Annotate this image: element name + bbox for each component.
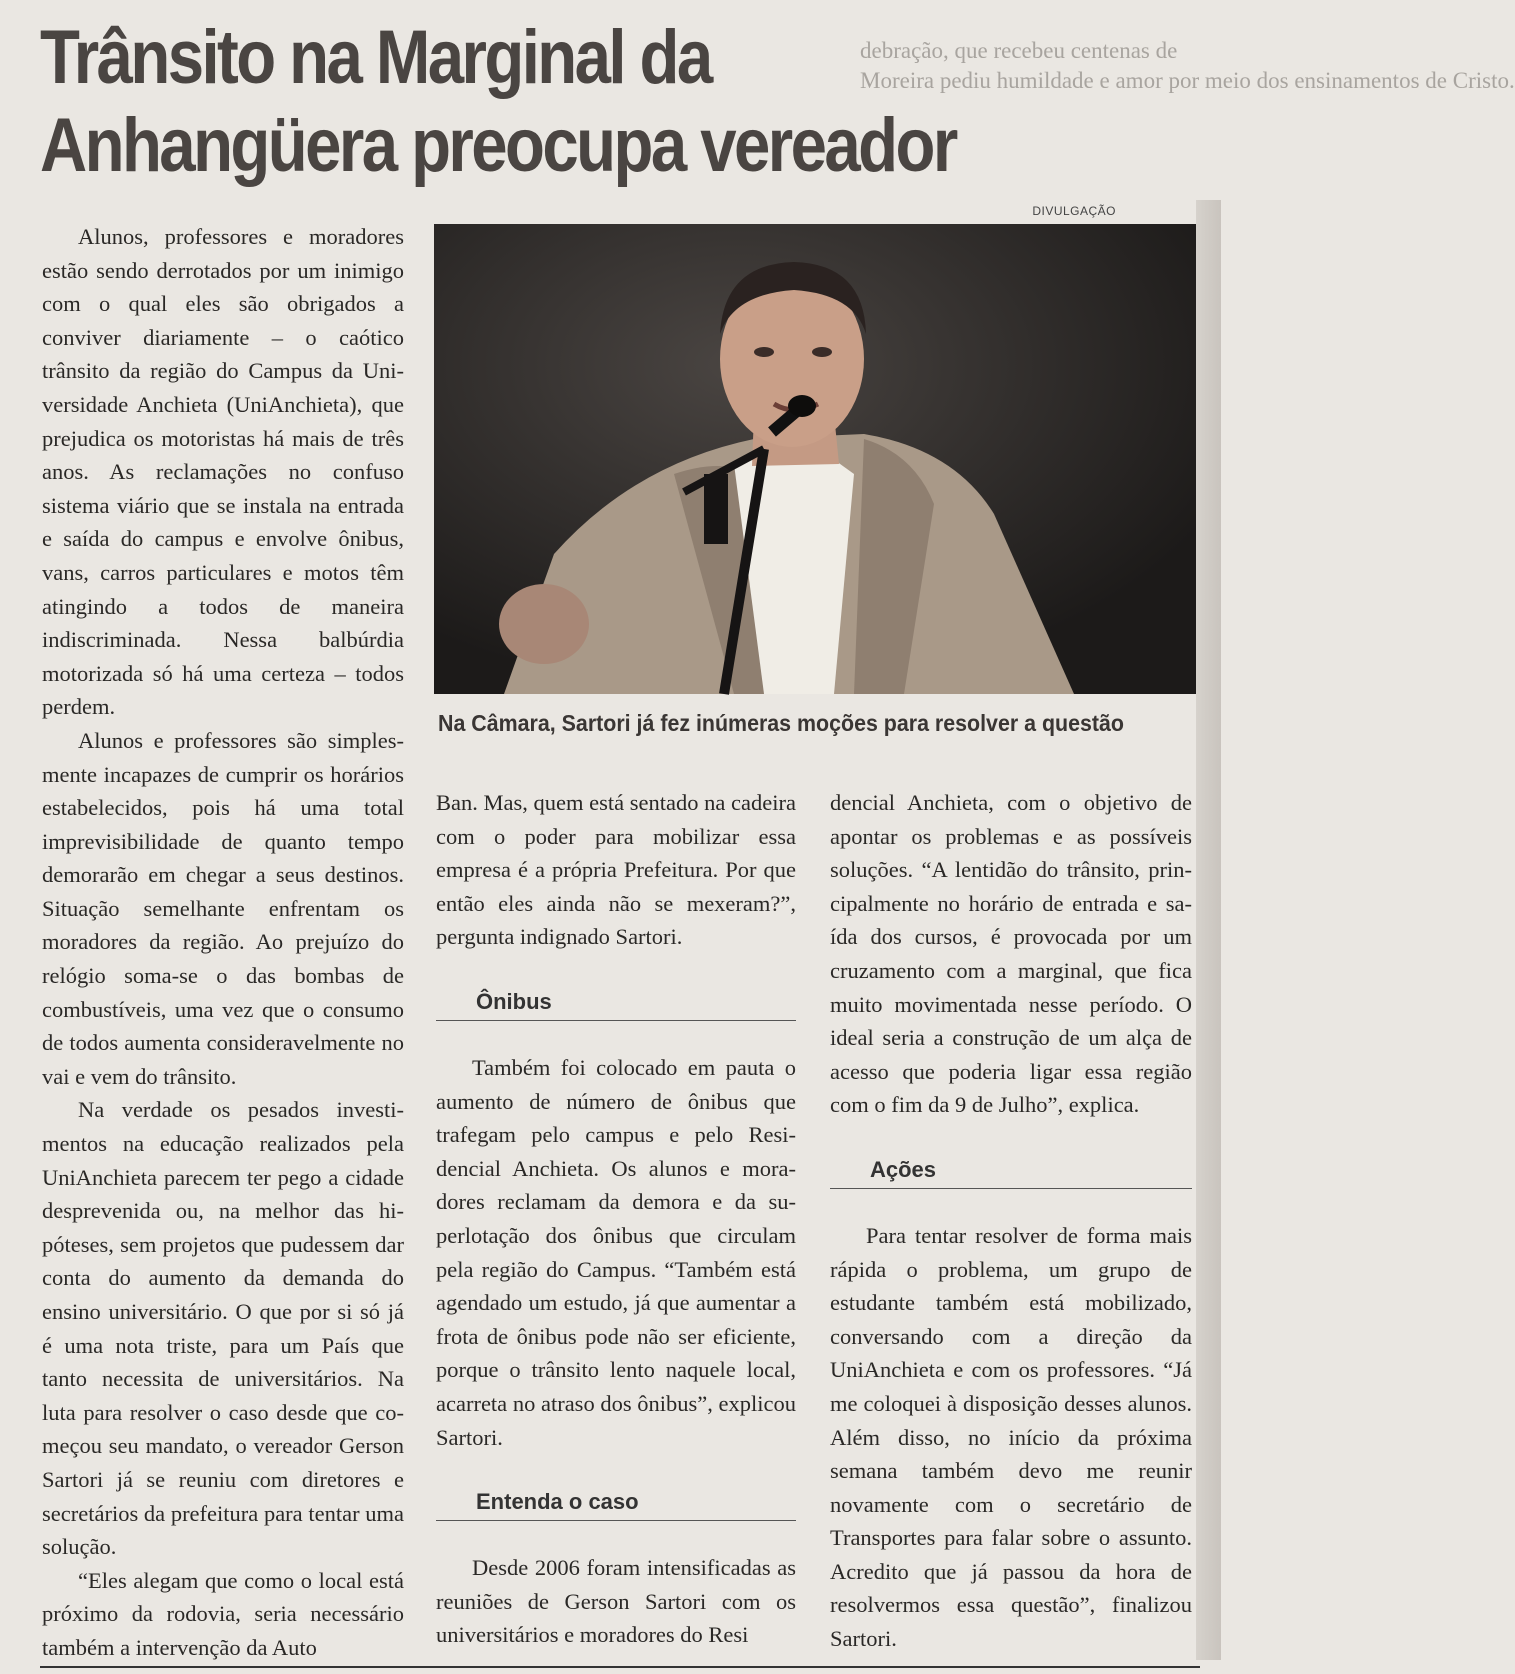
article-column-2 [436, 786, 796, 1652]
paragraph: dencial Anchieta, com o objetivo de apontar os problemas e as possíveis soluções. “A lentidão do trânsito, principalmente no horário de entrada e saída dos cursos, é provocada por um cruzamento com a marginal, que fica muito movimentada nesse período. O ideal seria a construção de um alça de acesso que poderia ligar essa região com o fim da 9 de Julho”, explica. [830, 790, 1192, 1118]
paragraph: Para tentar resolver de forma mais rápida o problema, um grupo de estudante também está mobilizado, conversando com a direção da UniAnchieta e com os professores. “Já me coloquei à disposição desses alunos. Além disso, no início da próxima semana também devo me reunir novamente com o secretário de Transportes para falar sobre o assunto. Acredito que já passou da hora de resolvermos essa questão”, finalizou Sartori. [830, 1222, 1192, 1652]
subhead-entenda-o-caso: Entenda o caso [436, 1488, 796, 1521]
headline-line-1: Trânsito na Marginal da [40, 15, 711, 100]
paragraph: Alunos, professores e moradores estão sendo derrotados por um inimigo com o qual eles são obrigados a conviver diariamente – o caótico trânsito da região do Campus da Universidade Anchieta (UniAnchieta), que prejudica os motoristas há mais de três anos. As reclamações no confuso sistema viário que se instala na entrada e saída do campus e envolve ônibus, vans, carros particulares e motos têm atingindo a todos de maneira indiscriminada. Nessa balbúrdia motorizada só há uma certeza – todos perdem. [42, 224, 404, 720]
photo-illustration [434, 224, 1196, 694]
photo-caption: Na Câmara, Sartori já fez inúmeras moções para resolver a questão [438, 710, 1124, 736]
paragraph: “Eles alegam que como o local está próximo da rodovia, seria necessário também a intervenção da Auto [42, 1567, 404, 1660]
headline-line-2: Anhangüera preocupa vereador [40, 103, 956, 188]
article-column-3 [830, 786, 1192, 1656]
paragraph: Desde 2006 foram intensificadas as reuniões de Gerson Sartori com os universitários e moradores do Resi [436, 1555, 796, 1648]
article-column-1 [42, 220, 404, 1665]
subhead-onibus: Ônibus [436, 988, 796, 1021]
adjacent-column-bleed [1196, 200, 1221, 1660]
photo-speaker-at-microphone [434, 224, 1196, 694]
headline [40, 14, 1003, 190]
adjacent-article-ghost-text: debração, que recebeu centenas de Moreira pediu humildade e amor por meio dos ensinamentos de Cristo. [860, 38, 1515, 93]
paragraph: Alunos e professores são simplesmente incapazes de cumprir os horários estabelecidos, pois há uma total imprevisibilidade de quanto tempo demorarão em chegar a seus destinos. Situação semelhante enfrentam os moradores da região. Ao prejuízo do relógio soma-se o das bombas de combustíveis, uma vez que o consumo de todos aumenta consideravelmente no vai e vem do trânsito. [42, 727, 404, 1089]
paragraph: Ban. Mas, quem está sentado na cadeira com o poder para mobilizar essa empresa é a própria Prefeitura. Por que então eles ainda não se mexeram?”, pergunta indignado Sartori. [436, 790, 796, 950]
photo-credit: DIVULGAÇÃO [1032, 204, 1116, 218]
paragraph: Na verdade os pesados investimentos na educação realizados pela UniAnchieta parecem ter pego a cidade desprevenida ou, na melhor das hipóteses, sem projetos que pudessem dar conta do aumento da demanda do ensino universitário. O que por si só já é uma nota triste, para um País que tanto necessita de universitários. Na luta para resolver o caso desde que começou seu mandato, o vereador Gerson Sartori já se reuniu com diretores e secretários da prefeitura para tentar uma solução. [42, 1097, 404, 1560]
subhead-acoes: Ações [830, 1156, 1192, 1189]
paragraph: Também foi colocado em pauta o aumento de número de ônibus que trafegam pelo campus e pelo Residencial Anchieta. Os alunos e moradores reclamam da demora e da superlotação dos ônibus que circulam pela região do Campus. “Também está agendado um estudo, já que aumentar a frota de ônibus pode não ser eficiente, porque o trânsito lento naquele local, acarreta no atraso dos ônibus”, explicou Sartori. [436, 1054, 796, 1450]
bottom-rule [40, 1666, 1200, 1668]
